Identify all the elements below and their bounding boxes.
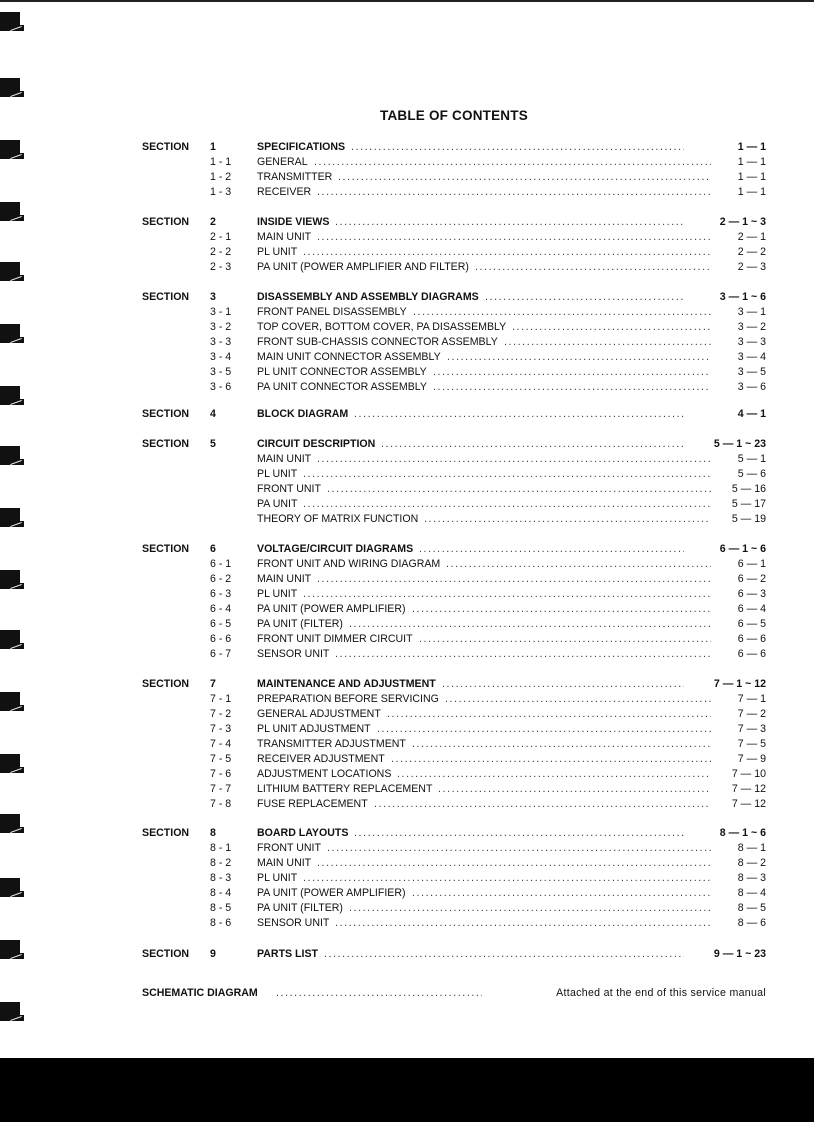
page-ref: 3 — 2 [737,321,766,334]
leader-dots [412,602,711,616]
section-title: SPECIFICATIONS [257,141,346,153]
section-title: BOARD LAYOUTS [257,827,349,839]
section-title: DISASSEMBLY AND ASSEMBLY DIAGRAMS [257,291,479,303]
toc-item-row[interactable] [0,245,814,259]
leader-dots [412,737,711,751]
section-number: 3 [210,291,216,303]
page-title: TABLE OF CONTENTS [380,108,528,123]
toc-item-row[interactable] [0,707,814,721]
section-number: 6 [210,543,216,555]
section-number: 1 [210,141,216,153]
page-ref: 3 — 4 [737,351,766,364]
toc-item-row[interactable] [0,452,814,466]
leader-dots [335,916,711,930]
item-title: ADJUSTMENT LOCATIONS [257,768,392,781]
item-number: 1 - 1 [210,156,232,169]
section-title: CIRCUIT DESCRIPTION [257,438,376,450]
toc-item-row[interactable] [0,320,814,334]
leader-dots [387,707,711,721]
leader-dots [335,215,684,229]
toc-item-row[interactable] [0,230,814,244]
item-number: 8 - 6 [210,917,232,930]
toc-item-row[interactable] [0,752,814,766]
page-ref: 8 — 6 [737,917,766,930]
item-number: 1 - 3 [210,186,232,199]
item-number: 6 - 3 [210,588,232,601]
toc-section-row[interactable] [0,290,814,304]
section-title: MAINTENANCE AND ADJUSTMENT [257,678,436,690]
item-title: FRONT PANEL DISASSEMBLY [257,306,407,319]
leader-dots [504,335,711,349]
page-ref: 5 — 6 [737,468,766,481]
toc-item-row[interactable] [0,497,814,511]
section-title: BLOCK DIAGRAM [257,408,349,420]
leader-dots [317,452,711,466]
section-word: SECTION [142,948,190,960]
item-number: 8 - 4 [210,887,232,900]
page-ref: 7 — 12 [731,783,766,796]
item-number: 6 - 5 [210,618,232,631]
toc-item-row[interactable] [0,572,814,586]
leader-dots [445,692,711,706]
page-ref: 2 — 1 [737,231,766,244]
schematic-note: Attached at the end of this service manual [556,987,766,999]
section-word: SECTION [142,678,190,690]
schematic-row[interactable] [0,986,814,1000]
item-number: 2 - 3 [210,261,232,274]
item-number: 3 - 3 [210,336,232,349]
toc-item-row[interactable] [0,647,814,661]
page-ref: 6 — 1 [737,558,766,571]
leader-dots [303,587,711,601]
section-word: SECTION [142,827,190,839]
section-title: INSIDE VIEWS [257,216,330,228]
item-title: GENERAL ADJUSTMENT [257,708,381,721]
page-ref: 1 — 1 [737,171,766,184]
page-ref: 8 — 2 [737,857,766,870]
toc-item-row[interactable] [0,722,814,736]
leader-dots [303,245,711,259]
section-word: SECTION [142,141,190,153]
toc-item-row[interactable] [0,305,814,319]
item-number: 3 - 1 [210,306,232,319]
toc-item-row[interactable] [0,871,814,885]
toc-item-row[interactable] [0,901,814,915]
item-number: 6 - 6 [210,633,232,646]
toc-item-row[interactable] [0,797,814,811]
item-title: TOP COVER, BOTTOM COVER, PA DISASSEMBLY [257,321,507,334]
leader-dots [397,767,711,781]
leader-dots [354,407,684,421]
page-ref: 4 — 1 [737,408,766,420]
section-number: 5 [210,438,216,450]
toc-section-row[interactable] [0,542,814,556]
item-number: 8 - 2 [210,857,232,870]
leader-dots [327,841,711,855]
leader-dots [354,826,684,840]
page-ref: 8 — 3 [737,872,766,885]
item-title: PL UNIT [257,872,298,885]
item-number: 7 - 4 [210,738,232,751]
leader-dots [303,497,711,511]
toc-item-row[interactable] [0,587,814,601]
item-number: 1 - 2 [210,171,232,184]
leader-dots [324,947,684,961]
leader-dots [303,871,711,885]
leader-dots [317,572,711,586]
page-ref: 3 — 3 [737,336,766,349]
toc-item-row[interactable] [0,856,814,870]
item-number: 6 - 1 [210,558,232,571]
page-ref: 6 — 2 [737,573,766,586]
page-ref: 6 — 6 [737,633,766,646]
toc-item-row[interactable] [0,155,814,169]
toc-item-row[interactable] [0,185,814,199]
page-ref: 2 — 1 ~ 3 [719,216,766,228]
page-ref: 5 — 1 [737,453,766,466]
item-number: 3 - 4 [210,351,232,364]
item-number: 2 - 2 [210,246,232,259]
item-title: PA UNIT (FILTER) [257,902,343,915]
item-title: PL UNIT [257,246,298,259]
page-ref: 3 — 5 [737,366,766,379]
toc-item-row[interactable] [0,170,814,184]
page-ref: 3 — 6 [737,381,766,394]
toc-item-row[interactable] [0,886,814,900]
item-title: PL UNIT CONNECTOR ASSEMBLY [257,366,427,379]
leader-dots [419,542,684,556]
item-title: TRANSMITTER [257,171,333,184]
page-ref: 8 — 1 [737,842,766,855]
leader-dots [317,856,711,870]
item-title: PL UNIT [257,588,298,601]
leader-dots [446,557,711,571]
item-title: PA UNIT [257,498,298,511]
toc-item-row[interactable] [0,767,814,781]
leader-dots [276,986,482,1000]
item-title: RECEIVER ADJUSTMENT [257,753,385,766]
item-number: 7 - 1 [210,693,232,706]
section-title: VOLTAGE/CIRCUIT DIAGRAMS [257,543,414,555]
page-ref: 8 — 4 [737,887,766,900]
page-ref: 7 — 1 [737,693,766,706]
item-title: MAIN UNIT [257,231,312,244]
leader-dots [327,482,711,496]
page-ref: 6 — 6 [737,648,766,661]
page-ref: 1 — 1 [737,141,766,153]
leader-dots [485,290,684,304]
page-ref: 7 — 10 [731,768,766,781]
leader-dots [381,437,684,451]
toc-section-row[interactable] [0,677,814,691]
item-title: PREPARATION BEFORE SERVICING [257,693,439,706]
section-title: PARTS LIST [257,948,319,960]
leader-dots [377,722,711,736]
item-number: 3 - 2 [210,321,232,334]
item-title: PA UNIT (POWER AMPLIFIER) [257,887,406,900]
leader-dots [335,647,711,661]
item-title: SENSOR UNIT [257,648,330,661]
page-ref: 7 — 1 ~ 12 [713,678,766,690]
section-word: SECTION [142,291,190,303]
item-title: FRONT UNIT [257,483,321,496]
toc-item-row[interactable] [0,916,814,930]
item-title: MAIN UNIT [257,857,312,870]
leader-dots [424,512,711,526]
page-ref: 7 — 12 [731,798,766,811]
toc-section-row[interactable] [0,437,814,451]
page-ref: 7 — 5 [737,738,766,751]
page-ref: 3 — 1 ~ 6 [719,291,766,303]
page-ref: 6 — 1 ~ 6 [719,543,766,555]
item-title: RECEIVER [257,186,312,199]
item-number: 7 - 6 [210,768,232,781]
item-number: 8 - 3 [210,872,232,885]
item-title: GENERAL [257,156,308,169]
item-title: PL UNIT [257,468,298,481]
item-title: PA UNIT (POWER AMPLIFIER) [257,603,406,616]
item-number: 6 - 7 [210,648,232,661]
toc-section-row[interactable] [0,826,814,840]
item-title: PA UNIT (POWER AMPLIFIER AND FILTER) [257,261,469,274]
item-number: 2 - 1 [210,231,232,244]
item-title: PA UNIT (FILTER) [257,618,343,631]
leader-dots [475,260,711,274]
page-ref: 5 — 1 ~ 23 [713,438,766,450]
item-number: 3 - 5 [210,366,232,379]
toc-item-row[interactable] [0,350,814,364]
toc-item-row[interactable] [0,782,814,796]
item-number: 7 - 8 [210,798,232,811]
toc-item-row[interactable] [0,482,814,496]
section-number: 4 [210,408,216,420]
section-word: SECTION [142,543,190,555]
item-title: MAIN UNIT CONNECTOR ASSEMBLY [257,351,441,364]
page-ref: 8 — 1 ~ 6 [719,827,766,839]
toc-item-row[interactable] [0,841,814,855]
toc-section-row[interactable] [0,407,814,421]
page-ref: 6 — 3 [737,588,766,601]
item-number: 7 - 5 [210,753,232,766]
leader-dots [314,155,711,169]
schematic-label: SCHEMATIC DIAGRAM [142,987,258,999]
toc-section-row[interactable] [0,947,814,961]
toc-section-row[interactable] [0,140,814,154]
page-ref: 2 — 2 [737,246,766,259]
leader-dots [447,350,711,364]
item-title: FUSE REPLACEMENT [257,798,368,811]
page-ref: 5 — 19 [731,513,766,526]
toc-item-row[interactable] [0,602,814,616]
item-title: FRONT UNIT AND WIRING DIAGRAM [257,558,441,571]
page-ref: 8 — 5 [737,902,766,915]
page-ref: 5 — 16 [731,483,766,496]
section-number: 2 [210,216,216,228]
page-ref: 5 — 17 [731,498,766,511]
toc-item-row[interactable] [0,557,814,571]
page-ref: 6 — 4 [737,603,766,616]
toc-item-row[interactable] [0,260,814,274]
leader-dots [349,901,711,915]
item-title: THEORY OF MATRIX FUNCTION [257,513,419,526]
section-word: SECTION [142,408,190,420]
item-number: 8 - 5 [210,902,232,915]
item-title: PL UNIT ADJUSTMENT [257,723,371,736]
toc-item-row[interactable] [0,632,814,646]
leader-dots [419,632,711,646]
leader-dots [413,305,711,319]
section-number: 9 [210,948,216,960]
item-number: 7 - 2 [210,708,232,721]
leader-dots [303,467,711,481]
toc-item-row[interactable] [0,467,814,481]
leader-dots [374,797,711,811]
item-title: MAIN UNIT [257,453,312,466]
page-ref: 6 — 5 [737,618,766,631]
leader-dots [512,320,711,334]
leader-dots [391,752,711,766]
item-title: FRONT UNIT [257,842,321,855]
page-ref: 7 — 2 [737,708,766,721]
page-ref: 7 — 3 [737,723,766,736]
page-ref: 1 — 1 [737,156,766,169]
page-ref: 1 — 1 [737,186,766,199]
leader-dots [349,617,711,631]
toc-item-row[interactable] [0,365,814,379]
toc-item-row[interactable] [0,617,814,631]
page-ref: 9 — 1 ~ 23 [713,948,766,960]
toc-section-row[interactable] [0,215,814,229]
section-number: 8 [210,827,216,839]
toc-item-row[interactable] [0,335,814,349]
page-ref: 2 — 3 [737,261,766,274]
leader-dots [351,140,684,154]
leader-dots [433,365,711,379]
leader-dots [433,380,711,394]
section-number: 7 [210,678,216,690]
item-number: 6 - 2 [210,573,232,586]
section-word: SECTION [142,216,190,228]
item-title: LITHIUM BATTERY REPLACEMENT [257,783,433,796]
item-number: 7 - 3 [210,723,232,736]
item-title: TRANSMITTER ADJUSTMENT [257,738,406,751]
item-title: MAIN UNIT [257,573,312,586]
page-ref: 3 — 1 [737,306,766,319]
item-number: 8 - 1 [210,842,232,855]
page-ref: 7 — 9 [737,753,766,766]
leader-dots [412,886,711,900]
item-number: 3 - 6 [210,381,232,394]
item-number: 7 - 7 [210,783,232,796]
scan-bottom-edge [0,1058,814,1122]
toc-item-row[interactable] [0,692,814,706]
leader-dots [338,170,711,184]
item-title: SENSOR UNIT [257,917,330,930]
leader-dots [442,677,684,691]
toc-item-row[interactable] [0,380,814,394]
leader-dots [438,782,711,796]
item-number: 6 - 4 [210,603,232,616]
toc-item-row[interactable] [0,737,814,751]
item-title: FRONT SUB-CHASSIS CONNECTOR ASSEMBLY [257,336,498,349]
leader-dots [317,230,711,244]
section-word: SECTION [142,438,190,450]
toc-item-row[interactable] [0,512,814,526]
item-title: FRONT UNIT DIMMER CIRCUIT [257,633,413,646]
leader-dots [317,185,711,199]
item-title: PA UNIT CONNECTOR ASSEMBLY [257,381,427,394]
